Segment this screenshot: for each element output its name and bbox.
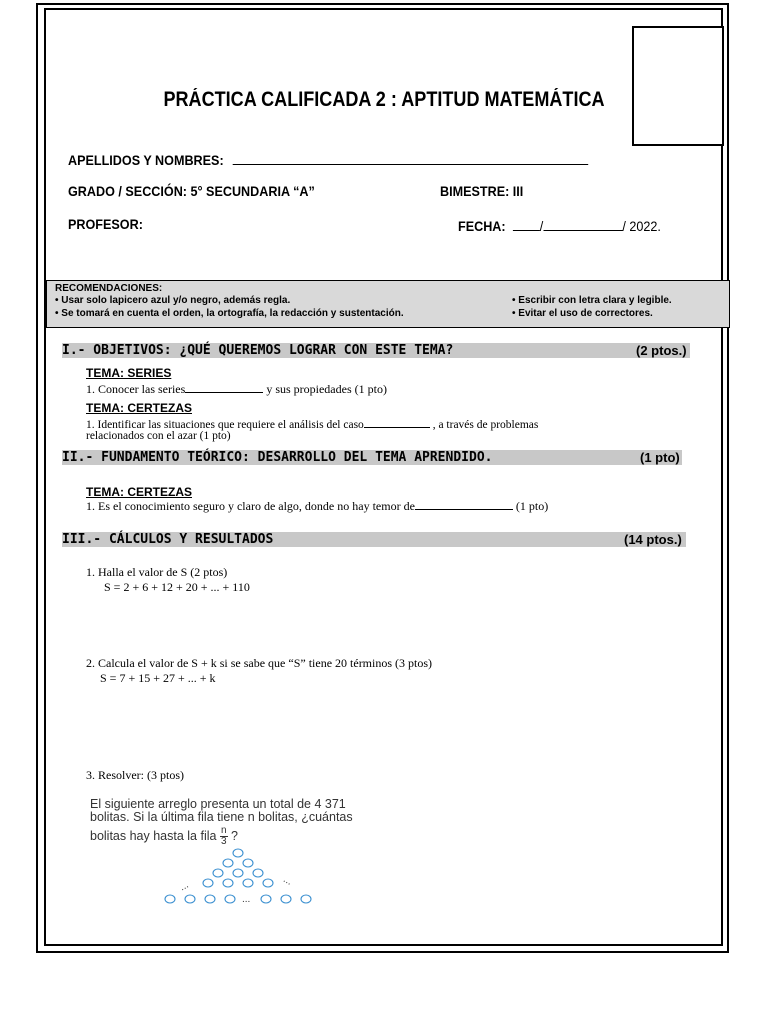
ball [301, 895, 311, 903]
fecha-label: FECHA: [458, 218, 506, 234]
apellidos-label: APELLIDOS Y NOMBRES: [68, 152, 224, 168]
ball [281, 895, 291, 903]
objective-1-text-b: y sus propiedades (1 pto) [266, 382, 387, 396]
question-2: 2. Calcula el valor de S + k si se sabe que “S” tiene 20 términos (3 ptos) [86, 656, 433, 670]
ball [243, 879, 253, 887]
question-3-end: ? [231, 828, 238, 843]
fraction-denominator: 3 [220, 836, 227, 847]
section-2-points: (1 pto) [640, 450, 680, 465]
recommendation-item: • Se tomará en cuenta el orden, la ortografía, la redacción y sustentación. [55, 308, 404, 319]
objective-2-text-b: , a través de problemas [432, 419, 539, 431]
fundamento-blank[interactable] [415, 498, 513, 510]
objective-1-blank[interactable] [185, 381, 263, 393]
ball [243, 859, 253, 867]
photo-box [632, 26, 724, 146]
section-3-title: III.- CÁLCULOS Y RESULTADOS [62, 532, 274, 547]
fundamento-text-b: (1 pto) [515, 499, 549, 513]
ball [261, 895, 271, 903]
ball [263, 879, 273, 887]
ball [233, 869, 243, 877]
fecha-month-blank[interactable] [543, 216, 622, 231]
ball [223, 859, 233, 867]
ball [223, 879, 233, 887]
question-3-text-3: bolitas hay hasta la fila [90, 828, 217, 843]
question-1-formula: S = 2 + 6 + 12 + 20 + ... + 110 [104, 580, 250, 594]
apellidos-row [68, 150, 588, 168]
ball [185, 895, 195, 903]
profesor-label: PROFESOR: [68, 216, 143, 232]
objective-2-blank[interactable] [364, 416, 430, 428]
ball [165, 895, 175, 903]
dots-left: ... [177, 879, 191, 894]
page-title: PRÁCTICA CALIFICADA 2 : APTITUD MATEMÁTICA [163, 88, 605, 111]
objective-2 [86, 416, 538, 431]
recommendation-item: • Escribir con letra clara y legible. [512, 295, 672, 306]
tema-series: TEMA: SERIES [86, 366, 172, 380]
ball [233, 849, 243, 857]
section-1-points: (2 ptos.) [636, 343, 687, 358]
fundamento-text-a: 1. Es el conocimiento seguro y claro de algo, donde no hay temor de [86, 499, 415, 513]
fecha-day-blank[interactable] [513, 216, 540, 231]
question-3-text-1: El siguiente arreglo presenta un total de 4 371 [90, 797, 346, 811]
section-3-points: (14 ptos.) [624, 532, 682, 547]
ball [225, 895, 235, 903]
fecha-year: / 2022. [622, 218, 661, 234]
objective-1 [86, 381, 387, 397]
grado-label: GRADO / SECCIÓN: 5° SECUNDARIA “A” [68, 183, 315, 199]
question-2-formula: S = 7 + 15 + 27 + ... + k [100, 671, 216, 685]
fraction-numerator: n [220, 825, 227, 836]
question-3: 3. Resolver: (3 ptos) [86, 768, 184, 782]
apellidos-blank[interactable] [233, 150, 589, 165]
dots-right: ... [281, 874, 295, 888]
recommendations-title: RECOMENDACIONES: [55, 283, 163, 294]
question-3-text-2: bolitas. Si la última fila tiene n bolitas, ¿cuántas [90, 810, 353, 824]
fecha-row [458, 216, 661, 234]
fundamento-item [86, 498, 548, 514]
question-1: 1. Halla el valor de S (2 ptos) [86, 565, 228, 579]
tema-certezas-2: TEMA: CERTEZAS [86, 485, 192, 499]
ball-arrangement-figure [150, 840, 330, 912]
ball [253, 869, 263, 877]
objective-2-cont: relacionados con el azar (1 pto) [86, 430, 231, 442]
tema-certezas: TEMA: CERTEZAS [86, 401, 192, 415]
objective-2-text-a: 1. Identificar las situaciones que requiere el análisis del caso [86, 419, 364, 431]
ball [205, 895, 215, 903]
objective-1-text-a: 1. Conocer las series [86, 382, 186, 396]
bimestre-label: BIMESTRE: III [440, 183, 524, 199]
fecha-separator: / [539, 218, 544, 234]
ball [213, 869, 223, 877]
recommendation-item: • Usar solo lapicero azul y/o negro, además regla. [55, 295, 291, 306]
recommendation-item: • Evitar el uso de correctores. [512, 308, 653, 319]
section-2-title: II.- FUNDAMENTO TEÓRICO: DESARROLLO DEL TEMA APRENDIDO. [62, 450, 493, 465]
dots-bottom: ... [242, 894, 251, 905]
ball [203, 879, 213, 887]
section-1-title: I.- OBJETIVOS: ¿QUÉ QUEREMOS LOGRAR CON ESTE TEMA? [62, 343, 454, 358]
